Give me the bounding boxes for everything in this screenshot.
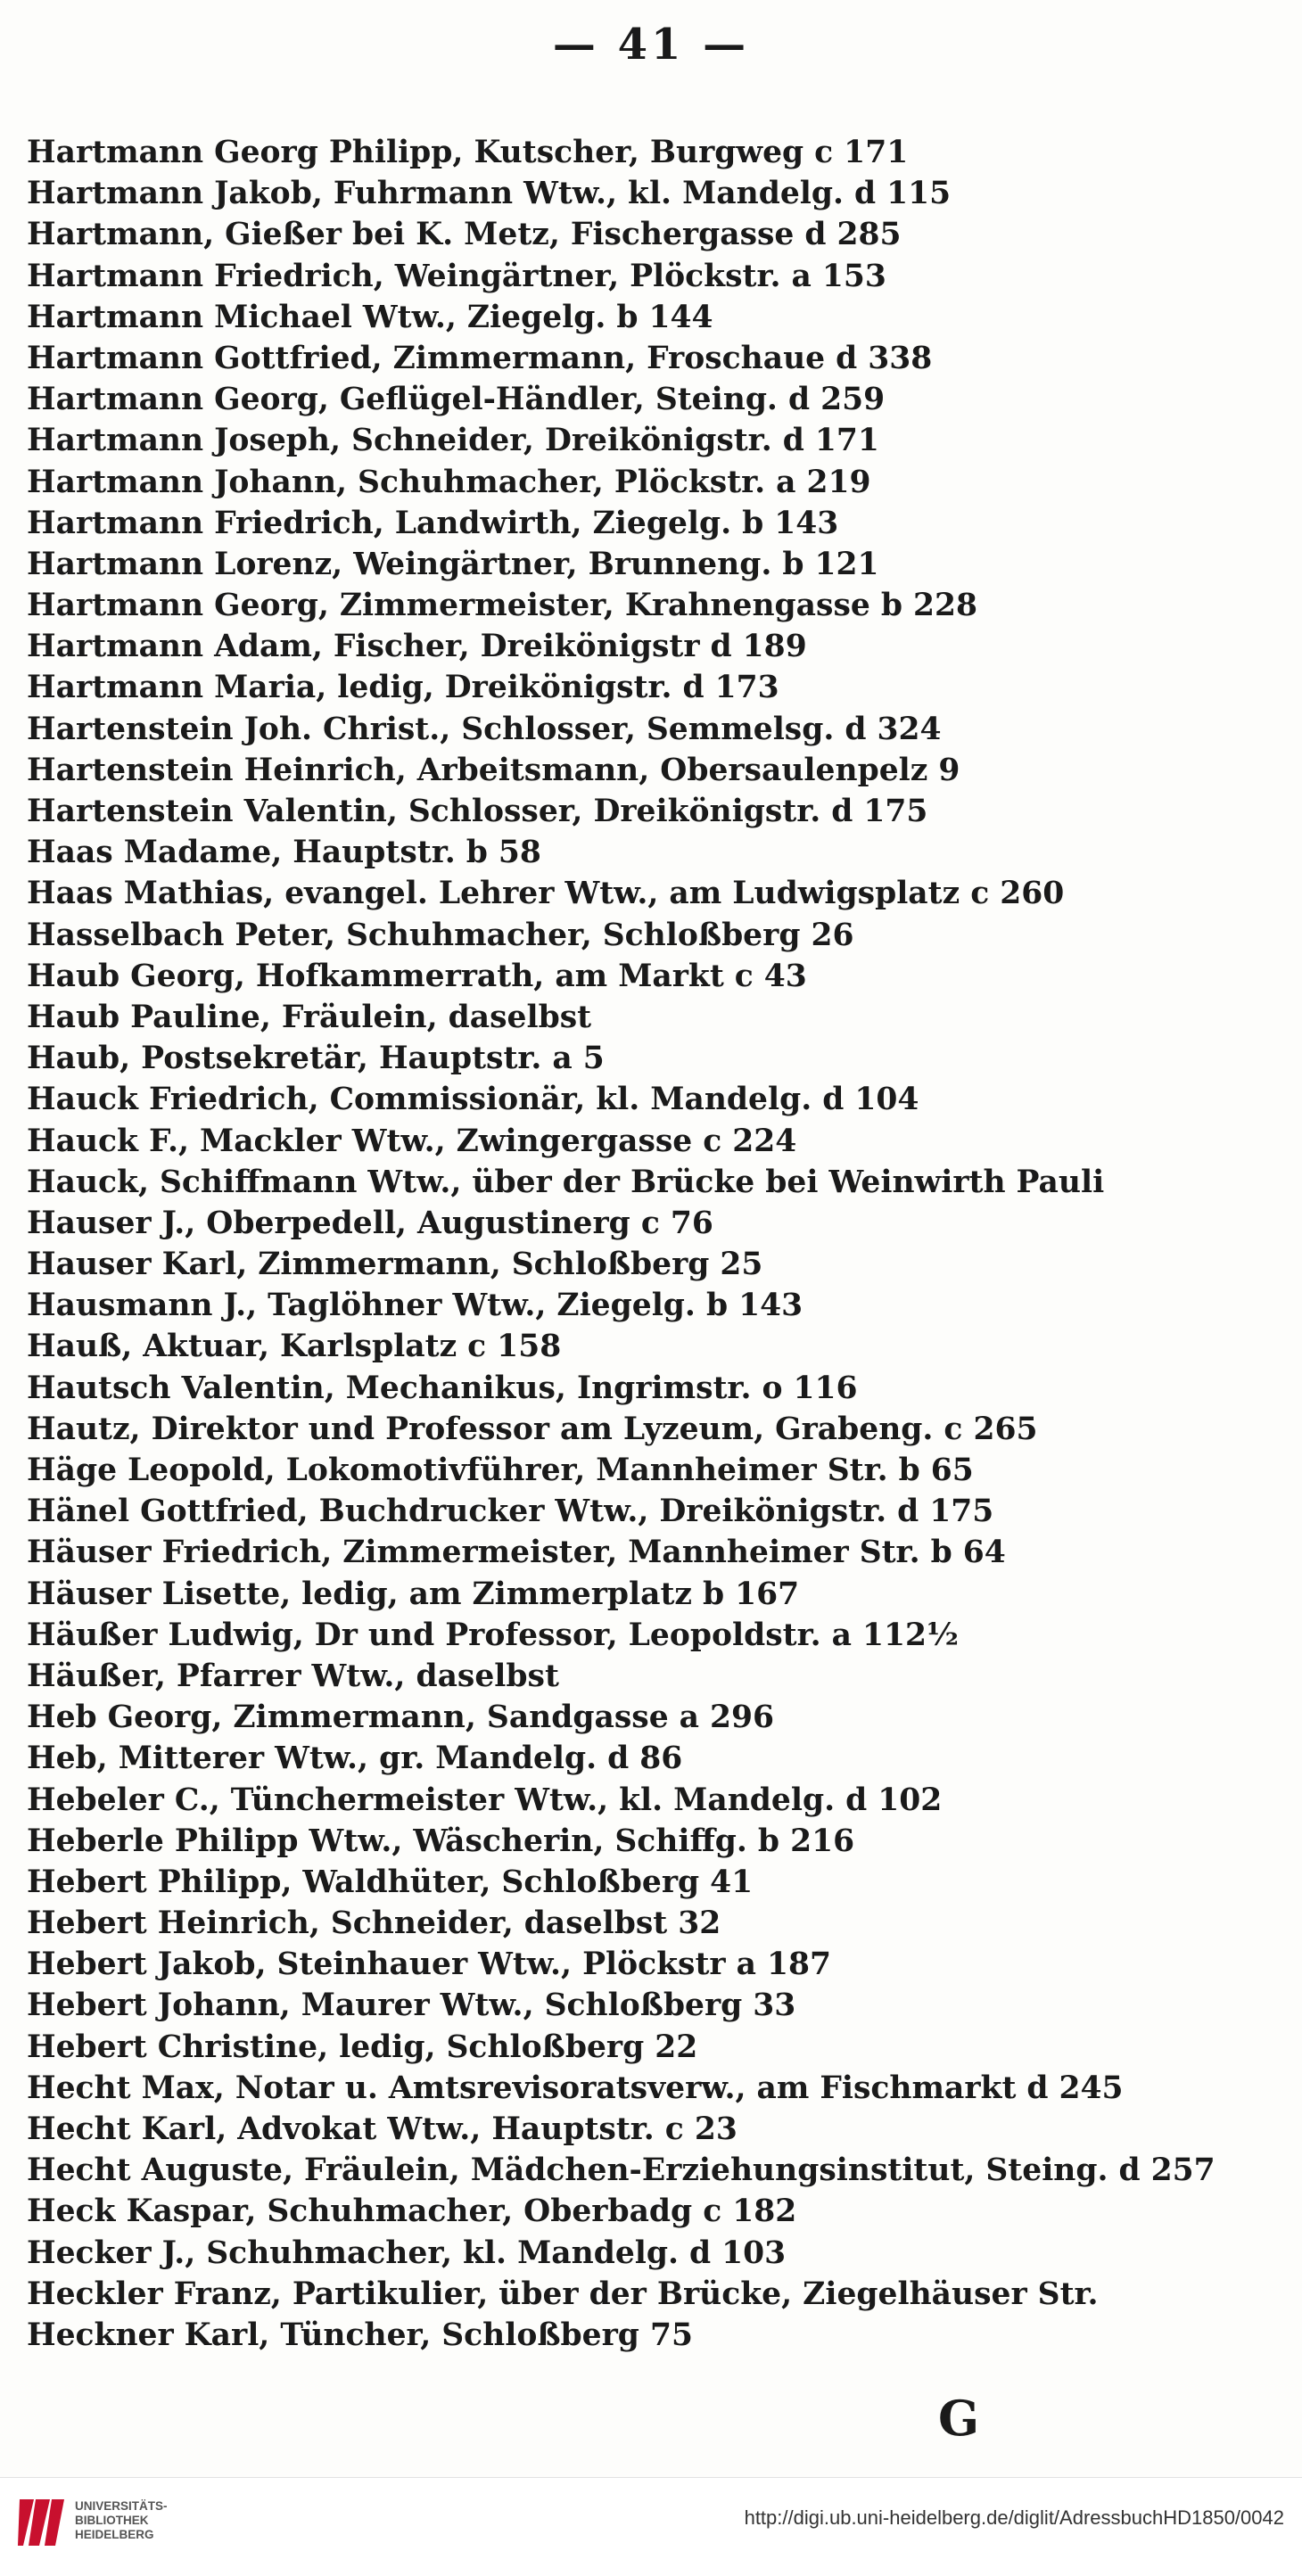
directory-entry: Hausmann J., Taglöhner Wtw., Ziegelg. b 143 [27,1288,803,1324]
library-name-line: UNIVERSITÄTS- [75,2499,168,2513]
directory-entry: Hecht Max, Notar u. Amtsrevisoratsverw., am Fischmarkt d 245 [27,2070,1124,2106]
library-name-line: BIBLIOTHEK [75,2514,149,2527]
directory-entry: Hartmann Georg, Zimmermeister, Krahnengasse b 228 [27,588,977,624]
directory-entry: Haas Mathias, evangel. Lehrer Wtw., am Ludwigsplatz c 260 [27,876,1065,912]
directory-entry: Heckler Franz, Partikulier, über der Brücke, Ziegelhäuser Str. [27,2276,1099,2312]
directory-entry: Hecker J., Schuhmacher, kl. Mandelg. d 103 [27,2234,787,2271]
directory-entry: Hecht Karl, Advokat Wtw., Hauptstr. c 23 [27,2111,738,2147]
university-library-logo-icon [16,2494,64,2549]
library-name-line: HEIDELBERG [75,2528,154,2541]
directory-entry: Heb, Mitterer Wtw., gr. Mandelg. d 86 [27,1741,683,1777]
directory-entry: Hartmann Joseph, Schneider, Dreikönigstr. d 171 [27,423,879,459]
directory-entry: Heckner Karl, Tüncher, Schloßberg 75 [27,2317,693,2353]
directory-entry: Hebeler C., Tünchermeister Wtw., kl. Mandelg. d 102 [27,1782,943,1818]
directory-entry: Heb Georg, Zimmermann, Sandgasse a 296 [27,1700,775,1736]
directory-entry: Häußer Ludwig, Dr und Professor, Leopoldstr. a 112½ [27,1617,960,1653]
directory-entry: Hauck F., Mackler Wtw., Zwingergasse c 224 [27,1123,797,1159]
directory-entry: Hartmann Friedrich, Weingärtner, Plöckstr. a 153 [27,258,886,294]
directory-entry: Hartmann, Gießer bei K. Metz, Fischergasse d 285 [27,217,902,253]
directory-entry: Hauser Karl, Zimmermann, Schloßberg 25 [27,1247,763,1283]
directory-entry: Hartmann Lorenz, Weingärtner, Brunneng. b 121 [27,546,879,582]
directory-entry: Häußer, Pfarrer Wtw., daselbst [27,1658,559,1694]
directory-entry: Hauck Friedrich, Commissionär, kl. Mandelg. d 104 [27,1082,919,1118]
directory-entry: Hartmann Jakob, Fuhrmann Wtw., kl. Mandelg. d 115 [27,176,952,212]
directory-entry: Haub Pauline, Fräulein, daselbst [27,999,592,1035]
directory-entry: Hänel Gottfried, Buchdrucker Wtw., Dreikönigstr. d 175 [27,1494,994,1530]
footer [0,2477,1302,2576]
directory-entry: Heberle Philipp Wtw., Wäscherin, Schiffg. b 216 [27,1823,855,1859]
directory-entry: Hartmann Georg Philipp, Kutscher, Burgweg c 171 [27,135,909,170]
directory-entry: Hebert Heinrich, Schneider, daselbst 32 [27,1905,721,1942]
sheet-signature: G [938,2390,980,2447]
directory-entry: Hebert Johann, Maurer Wtw., Schloßberg 33 [27,1988,796,2024]
directory-entry: Hebert Jakob, Steinhauer Wtw., Plöckstr a 187 [27,1946,831,1983]
directory-entry: Hartenstein Heinrich, Arbeitsmann, Obersaulenpelz 9 [27,752,960,788]
directory-entry: Hartmann Adam, Fischer, Dreikönigstr d 189 [27,629,807,665]
directory-entry: Haub, Postsekretär, Hauptstr. a 5 [27,1041,605,1077]
directory-entry: Hebert Christine, ledig, Schloßberg 22 [27,2029,698,2065]
directory-entry: Häge Leopold, Lokomotivführer, Mannheimer Str. b 65 [27,1453,974,1488]
directory-entry: Heck Kaspar, Schuhmacher, Oberbadg c 182 [27,2193,797,2230]
directory-entry: Hauser J., Oberpedell, Augustinerg c 76 [27,1205,713,1241]
directory-entry: Hartmann Gottfried, Zimmermann, Froschaue d 338 [27,340,933,376]
directory-entry: Hauck, Schiffmann Wtw., über der Brücke bei Weinwirth Pauli [27,1164,1105,1200]
directory-entry: Hauß, Aktuar, Karlsplatz c 158 [27,1329,562,1365]
directory-entry: Haas Madame, Hauptstr. b 58 [27,835,541,871]
directory-entry: Hartmann Johann, Schuhmacher, Plöckstr. a 219 [27,464,871,500]
directory-entry: Hecht Auguste, Fräulein, Mädchen-Erziehungsinstitut, Steing. d 257 [27,2152,1215,2189]
directory-entry: Hartmann Georg, Geflügel-Händler, Steing. d 259 [27,382,886,418]
directory-entry: Hartenstein Joh. Christ., Schlosser, Semmelsg. d 324 [27,711,942,747]
source-url-link[interactable]: http://digi.ub.uni-heidelberg.de/diglit/AdressbuchHD1850/0042 [744,2506,1284,2529]
directory-entry: Hasselbach Peter, Schuhmacher, Schloßberg 26 [27,917,854,953]
directory-entries [27,132,1284,2356]
directory-entry: Hartenstein Valentin, Schlosser, Dreikönigstr. d 175 [27,794,928,829]
directory-entry: Hartmann Michael Wtw., Ziegelg. b 144 [27,299,713,335]
directory-entry: Häuser Lisette, ledig, am Zimmerplatz b 167 [27,1576,800,1612]
directory-entry: Haub Georg, Hofkammerrath, am Markt c 43 [27,958,807,994]
page-number: — 41 — [552,20,750,70]
directory-entry: Hebert Philipp, Waldhüter, Schloßberg 41 [27,1864,754,1900]
directory-entry: Hartmann Maria, ledig, Dreikönigstr. d 173 [27,670,779,706]
directory-entry: Hartmann Friedrich, Landwirth, Ziegelg. b 143 [27,505,839,541]
directory-entry: Hautz, Direktor und Professor am Lyzeum, Grabeng. c 265 [27,1411,1038,1447]
library-name [75,2499,168,2542]
directory-entry: Häuser Friedrich, Zimmermeister, Mannheimer Str. b 64 [27,1535,1006,1571]
directory-entry: Hautsch Valentin, Mechanikus, Ingrimstr. o 116 [27,1370,858,1406]
